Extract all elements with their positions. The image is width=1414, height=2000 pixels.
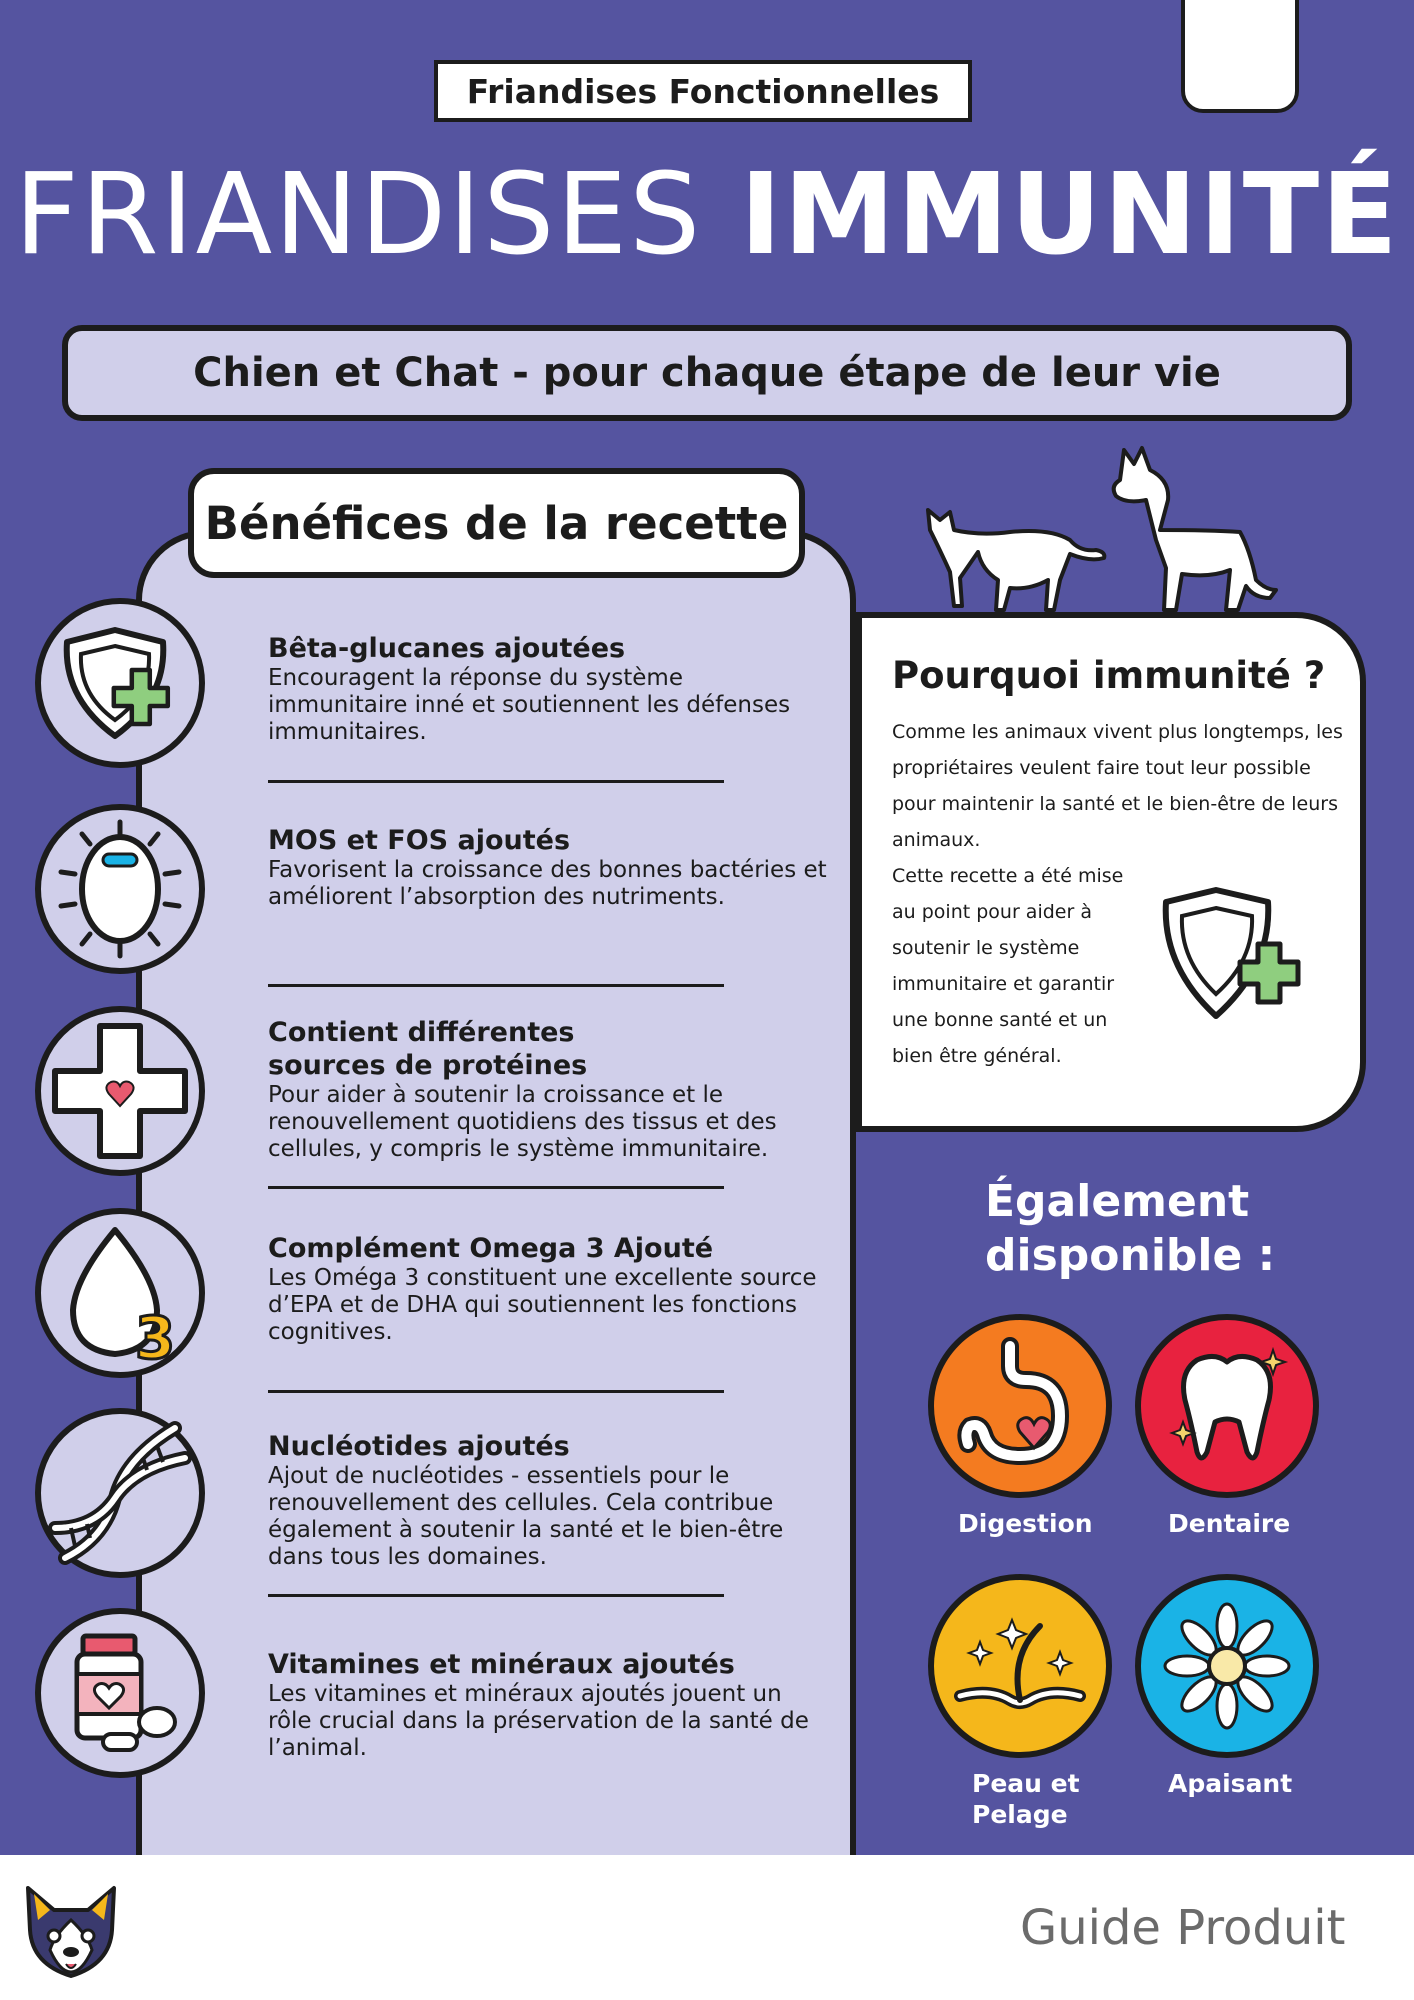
cat-and-dog-icon: [920, 440, 1280, 620]
hair-follicle-icon: [928, 1574, 1112, 1758]
kicker-label: Friandises Fonctionnelles: [434, 60, 972, 122]
also-heading-line2: disponible :: [985, 1230, 1276, 1281]
benefit-item: [268, 632, 828, 746]
why-title: Pourquoi immunité ?: [892, 654, 1326, 697]
footer-guide-label: Guide Produit: [1020, 1900, 1346, 1956]
divider: [268, 1594, 724, 1597]
benefit-text: Les vitamines et minéraux ajoutés jouent un rôle crucial dans la préservation de la santé de l’animal.: [268, 1681, 809, 1761]
why-paragraph-1: Comme les animaux vivent plus longtemps, les propriétaires veulent faire tout leur possible pour maintenir la santé et le bien-être de leurs animaux.: [892, 721, 1343, 851]
benefit-text: Favorisent la croissance des bonnes bactéries et améliorent l’absorption des nutriments.: [268, 857, 827, 910]
variant-label-apaisant: Apaisant: [1168, 1769, 1293, 1798]
shield-plus-icon: [35, 598, 205, 768]
subtitle-banner: Chien et Chat - pour chaque étape de leur vie: [62, 325, 1352, 421]
divider: [268, 1186, 724, 1189]
divider: [268, 780, 724, 783]
benefits-heading: Bénéfices de la recette: [188, 468, 805, 578]
variant-label-digestion: Digestion: [958, 1509, 1093, 1538]
benefit-text: Les Oméga 3 constituent une excellente source d’EPA et de DHA qui soutiennent les fonctions cognitives.: [268, 1265, 817, 1345]
tooth-sparkle-icon: [1135, 1314, 1319, 1498]
benefit-title: Complément Omega 3 Ajouté: [268, 1233, 714, 1264]
title-bold: IMMUNITÉ: [739, 150, 1400, 280]
stomach-heart-icon: [928, 1314, 1112, 1498]
dna-icon: [35, 1408, 205, 1578]
divider: [268, 984, 724, 987]
title-light: FRIANDISES: [14, 150, 703, 280]
benefit-text: Ajout de nucléotides - essentiels pour le renouvellement des cellules. Cela contribue également à soutenir la santé et le bien-être dans tous les domaines.: [268, 1463, 784, 1570]
benefit-title: MOS et FOS ajoutés: [268, 825, 571, 856]
top-tab-decoration: [1181, 0, 1299, 113]
shield-plus-icon: [1152, 880, 1302, 1030]
daisy-flower-icon: [1135, 1574, 1319, 1758]
also-available-heading: [985, 1175, 1275, 1283]
also-heading-line1: Également: [985, 1176, 1250, 1227]
why-immunity-box: [856, 612, 1366, 1132]
dog-face-logo-icon: [14, 1880, 128, 1980]
benefit-text: Encouragent la réponse du système immunitaire inné et soutiennent les défenses immunitaires.: [268, 665, 791, 745]
page-title: [0, 150, 1414, 280]
supplement-bottle-icon: [35, 1608, 205, 1778]
medical-cross-heart-icon: [35, 1006, 205, 1176]
omega3-drop-icon: [35, 1208, 205, 1378]
benefit-item: [268, 1232, 828, 1346]
benefit-item: [268, 1648, 828, 1762]
benefit-title: Bêta-glucanes ajoutées: [268, 633, 626, 664]
benefit-title: Contient différentes sources de protéines: [268, 1017, 588, 1081]
variant-label-peau-pelage: Peau et Pelage: [972, 1769, 1080, 1829]
benefit-title: Nucléotides ajoutés: [268, 1431, 570, 1462]
variant-label-dentaire: Dentaire: [1168, 1509, 1291, 1538]
divider: [268, 1390, 724, 1393]
why-paragraph-2: Cette recette a été mise au point pour aider à soutenir le système immunitaire et garantir une bonne santé et un bien être général.: [892, 865, 1124, 1067]
bacteria-icon: [35, 804, 205, 974]
benefit-title: Vitamines et minéraux ajoutés: [268, 1649, 735, 1680]
benefit-item: [268, 1430, 828, 1571]
svg-text:3: 3: [134, 1304, 176, 1368]
benefit-item: [268, 1016, 808, 1163]
benefit-item: [268, 824, 828, 911]
benefit-text: Pour aider à soutenir la croissance et le renouvellement quotidiens des tissus et des cellules, y compris le système immunitaire.: [268, 1082, 777, 1162]
